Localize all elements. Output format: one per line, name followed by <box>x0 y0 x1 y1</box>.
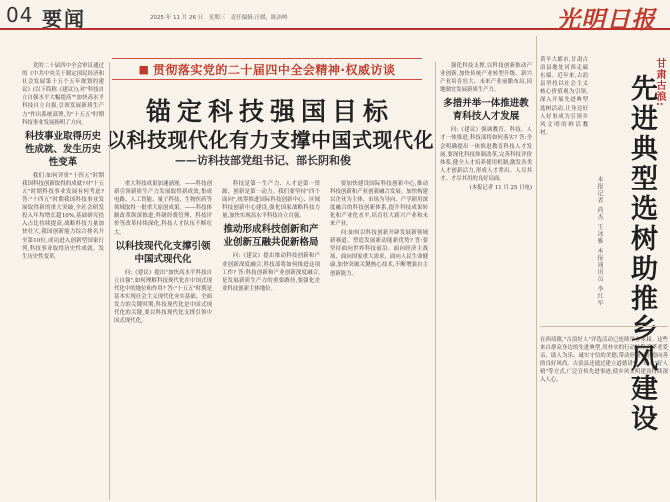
article-column-4 <box>330 180 428 500</box>
section-heading: 科技事业取得历史性成就、发生历史性变革 <box>24 130 101 168</box>
sidebar-byline: 本报记者 尚杰 王冰雅 本报通讯员 李红军 <box>596 176 603 307</box>
headline-line-1: 锚定科技强国目标 <box>145 97 394 126</box>
banner-text: 贯彻落实党的二十届四中全会精神·权威访谈 <box>152 62 396 77</box>
topic-banner <box>112 58 422 80</box>
sidebar-divider <box>540 326 668 327</box>
headline-line-2: 以科技现代化有力支撑中国式现代化 <box>106 128 434 152</box>
article-column-5 <box>440 62 532 500</box>
column-divider <box>109 62 110 500</box>
article-paragraph: 问:如何以科技创新开辟发展新领域新赛道、塑造发展新动能新优势? 答:要坚持面向世界科技前沿、面向经济主战场、面向国家重大需求、面向人民生命健康,加快突破关键核心技术,不断增强自主创新能力。 <box>330 230 428 277</box>
article-intro: 党的二十届四中全会审议通过的《中共中央关于制定国民经济和社会发展第十五个五年规划的建议》(以下简称《建议》),对"科技自立自强水平大幅提高""加快高水平科技自立自强,引领发展新质生产力"作出系统部署,为"十五五"时期科技事业发展指明了方向。 <box>22 63 104 126</box>
article-paragraph: 强化科技支撑,以科技创新推动产业创新,加快传统产业转型升级、新兴产业培育壮大、未来产业前瞻布局,因地制宜发展新质生产力。 <box>440 63 532 94</box>
sidebar-text-top: 黄羊大都市,甘肃古浪县地处河西走廊东端。近年来,古浪县坚持以社会主义核心价值观为引领,深入开展先进典型选树活动,让身边好人好事成为引领乡风文明的鲜活教材。 <box>540 57 588 136</box>
sidebar-kicker: 甘肃古浪: <box>654 58 665 107</box>
issue-meta: 2025 年 11 月 26 日 星期三 责任编辑:汪媛、陈治岭 <box>150 15 288 21</box>
sidebar-headline: 先进典型选树助推乡风建设 <box>626 74 657 434</box>
article-paragraph: 要加快建设国际科技创新中心,推动科技创新和产业创新融合发展。加快构建以企业为主体、市场为导向、产学研用深度融合的科技创新体系,提升科技成果转化和产业化水平,培育壮大新兴产业和未来产业。 <box>330 181 428 228</box>
article-paragraph: 我们:如何评价"十四五"时期我国科技创新取得的成就?对"十五五"时期科技事业发展有何考虑? 答:"十四五"时期我国科技事业发展取得新的重大突破,全社会研发投入年均增长超10%,基础研究投入占比持续提高,战略科技力量加快壮大,我国创新能力综合排名升至第10位,成功进入创新型国家行列,科技事业取得历史性成就、发生历史性变革。 <box>22 172 104 260</box>
article-column-3 <box>222 180 320 500</box>
page-header <box>0 0 670 34</box>
section-heading: 以科技现代化支撑引领中国式现代化 <box>115 240 211 265</box>
section-heading: 推动形成科技创新和产业创新互融共促新格局 <box>223 224 319 249</box>
article-paragraph: 重大科技成果加速涌现。——科技创新引领新质生产力发展取得新成效,集成电路、人工智能、量子科技、生物医药等领域取得一批重大原创成果。——科技体制改革纵深推进,科研经费管理、科技评价等改革持续深化,科技人才队伍不断壮大。 <box>114 181 212 236</box>
column-divider <box>435 62 436 500</box>
section-title: 要闻 <box>42 7 86 31</box>
article-column-1 <box>22 62 104 500</box>
article-dateline: (本报记者 11 月 25 日电) <box>469 184 532 191</box>
page-number: 04 <box>6 3 34 27</box>
article-paragraph: 问:《建议》提出推动科技创新和产业创新深度融合,科技部将如何推进这项工作? 答:科技创新和产业创新深度融合,是发展新质生产力的重要路径,要强化企业科技创新主体地位。 <box>222 253 320 292</box>
column-divider <box>536 36 537 502</box>
section-heading: 多措并举一体推进教育科技人才发展 <box>443 98 529 123</box>
interview-subhead: ——访科技部党组书记、部长阴和俊 <box>175 154 351 167</box>
article-paragraph: 科技是第一生产力、人才是第一资源、创新是第一动力。我们要坚持"四个面向",统筹推进国际科技创新中心、区域科技创新中心建设,强化国家战略科技力量,加快实现高水平科技自立自强。 <box>222 181 320 220</box>
star-icon: ■ <box>138 62 149 76</box>
article-paragraph: 问:《建议》提出"加快高水平科技自立自强",如何理解科技现代化在中国式现代化中的地位和作用? 答:"十五五"时期是基本实现社会主义现代化夯实基础、全面发力的关键时期,科技现代化是中国式现代化的关键,要以科技现代化支撑引领中国式现代化。 <box>114 269 212 325</box>
sidebar-article <box>540 36 670 502</box>
newspaper-masthead: 光明日报 <box>556 5 656 34</box>
sidebar-text-bottom: 在西靖镇,"古浪好人"评选活动已连续举办多届。这些来自群众身边的先进典型,用朴实的行动诠释着孝老爱亲、助人为乐、诚实守信的美德,带动形成了崇德向善的良好风尚。古浪县还通过建立道德讲堂、设立"好人榜"等方式,广泛宣传先进事迹,使乡风文明建设持续深入人心。 <box>540 337 668 384</box>
article-paragraph: 问:《建议》强调教育、科技、人才一体推进,科技部将如何落实? 答:全会明确提出一体推进教育科技人才发展,要深化科技体制改革,完善科技评价体系,健全人才培养使用机制,激发各类人才创新活力,形成人才辈出、人尽其才、才尽其用的良好局面。 <box>440 127 532 182</box>
article-column-2 <box>114 180 212 500</box>
